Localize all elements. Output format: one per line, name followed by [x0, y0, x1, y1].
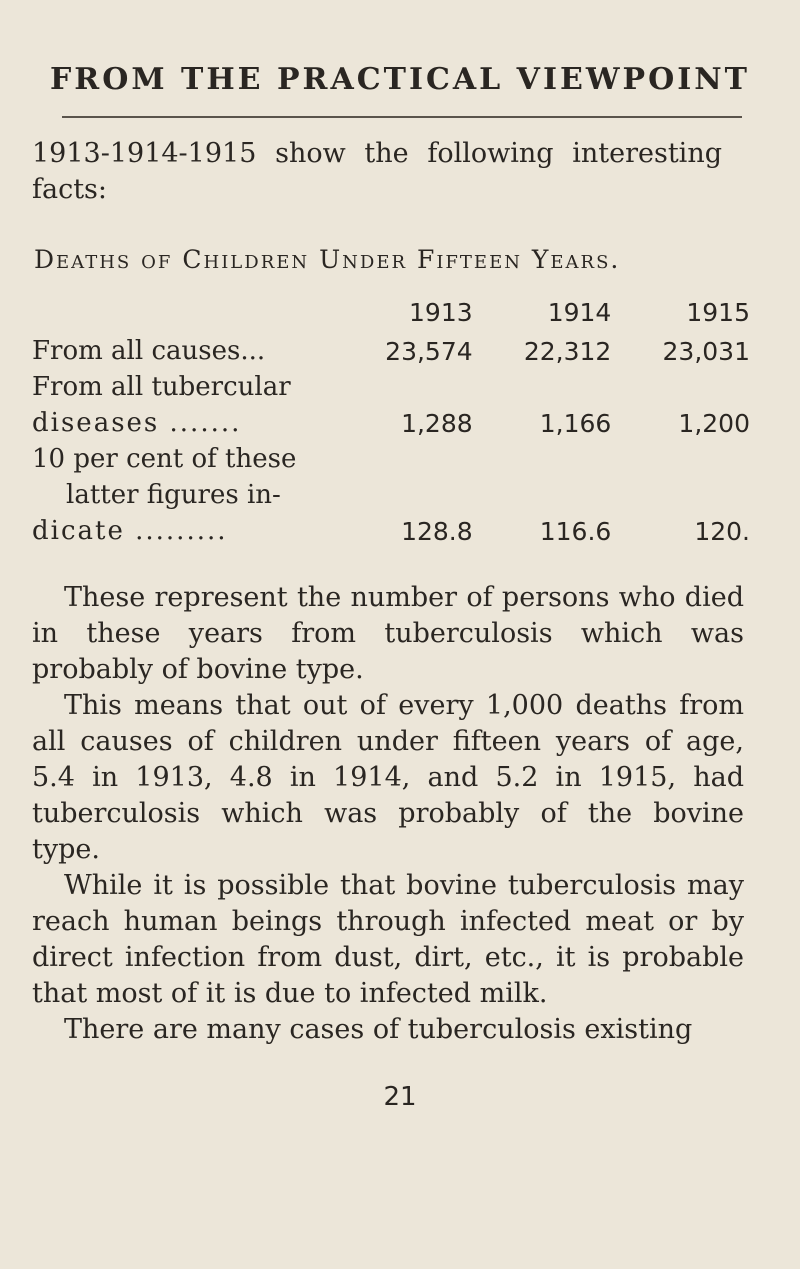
- year-header: 1915: [686, 297, 750, 327]
- row-label: 10 per cent of these: [32, 444, 297, 474]
- deaths-table: [32, 294, 750, 546]
- table-cell: 23,031: [662, 337, 750, 366]
- table-header-row: [32, 294, 750, 330]
- paragraph: These represent the number of persons who died in these years from tuberculosis which was probably of bovine type.: [32, 582, 744, 685]
- row-label: From all tubercular: [32, 372, 291, 402]
- table-row: [32, 438, 750, 474]
- table-row: [32, 510, 750, 546]
- page-number: 21: [383, 1082, 417, 1112]
- table-row: [32, 474, 750, 510]
- lead-paragraph: 1913-1914-1915 show the following interesting facts:: [32, 138, 722, 205]
- row-label: From all causes...: [32, 336, 266, 366]
- table-cell: 22,312: [523, 337, 612, 366]
- row-label: diseases .......: [32, 408, 242, 438]
- running-head: FROM THE PRACTICAL VIEWPOINT: [49, 62, 751, 97]
- table-cell: 1,200: [678, 409, 750, 438]
- table-cell: 116.6: [539, 517, 612, 546]
- body-text: [32, 580, 744, 1048]
- table-cell: 120.: [694, 517, 750, 546]
- paragraph: While it is possible that bovine tuberculosis may reach human beings through infected meat or by direct infection from dust, dirt, etc., it is probable that most of it is due to infected milk.: [32, 870, 744, 1009]
- table-cell: 128.8: [401, 517, 473, 546]
- table-row: [32, 366, 750, 402]
- table-header-blank: [32, 294, 334, 330]
- table-cell: 1,166: [539, 409, 612, 438]
- row-label: dicate .........: [32, 516, 228, 546]
- row-label: latter figures in-: [66, 480, 281, 510]
- year-header: 1913: [409, 297, 473, 327]
- table-row: [32, 402, 750, 438]
- table-title: Deaths of Children Under Fifteen Years.: [34, 245, 621, 274]
- paragraph: There are many cases of tuberculosis existing: [64, 1014, 693, 1045]
- paragraph: This means that out of every 1,000 deaths from all causes of children under fifteen years of age, 5.4 in 1913, 4.8 in 1914, and 5.2 in 1915, had tuberculosis which was probably of the bovine type.: [32, 690, 744, 865]
- table-cell: 1,288: [401, 409, 473, 438]
- table-row: [32, 330, 750, 366]
- header-rule: [62, 116, 742, 118]
- year-header: 1914: [547, 297, 612, 327]
- table-cell: 23,574: [385, 337, 473, 366]
